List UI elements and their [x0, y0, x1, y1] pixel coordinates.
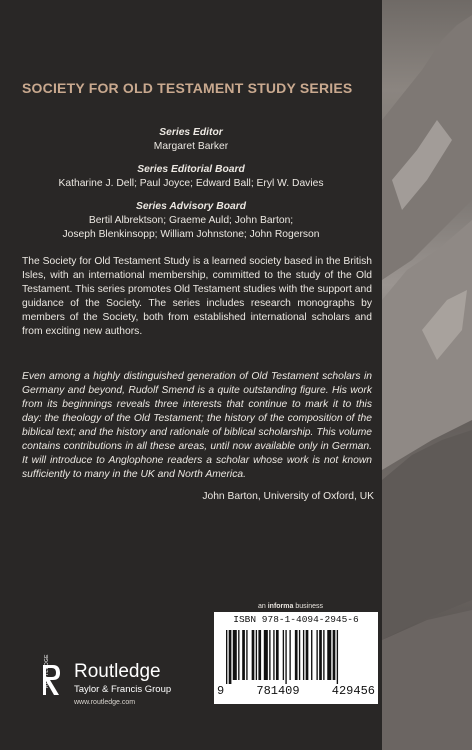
series-title: SOCIETY FOR OLD TESTAMENT STUDY SERIES [22, 80, 353, 96]
barcode-digits [217, 684, 375, 698]
isbn-text: ISBN 978-1-4094-2945-6 [233, 614, 359, 625]
informa-brand: informa [267, 603, 294, 610]
advisory-board [0, 200, 382, 242]
series-description: The Society for Old Testament Study is a learned society based in the British Isles, with an international membership, committed to the study of the Old Testament. This series promotes Old Testament studies with the support and guidance of the Society. The series includes research monographs by members of the Society, both from established international scholars and from exciting new authors. [22, 256, 372, 337]
informa-prefix: an [258, 603, 268, 610]
editorial-board-label: Series Editorial Board [137, 164, 245, 175]
series-editor [0, 126, 382, 154]
endorsement-quote: Even among a highly distinguished generation of Old Testament scholars in Germany and beyond, Rudolf Smend is a quite outstanding figure. His work from its beginnings reveals three interests that continue to mark it to this day: the theology of the Old Testament; the history of the composition of the biblical text; and the history and rationale of biblical scholarship. This volume contains contributions in all these areas, until now available only in German. It will introduce to Anglophone readers a scholar whose work is not known sufficiently to many in the UK and North America. [22, 371, 372, 480]
barcode-bars [224, 630, 370, 684]
informa-suffix: business [293, 603, 323, 610]
editorial-board-names: Katharine J. Dell; Paul Joyce; Edward Ball; Eryl W. Davies [58, 178, 324, 189]
barcode-digit-lead: 9 [217, 684, 225, 698]
editorial-board [0, 163, 382, 191]
quote-attribution: John Barton, University of Oxford, UK [202, 491, 374, 502]
barcode-digit-group-1: 781409 [256, 684, 300, 698]
series-editor-names: Margaret Barker [153, 141, 229, 152]
barcode-digit-group-2: 429456 [331, 684, 375, 698]
routledge-side-mark: ROUTLEDGE [44, 654, 50, 688]
publisher-url[interactable]: www.routledge.com [74, 699, 136, 706]
advisory-board-line-1: Bertil Albrektson; Graeme Auld; John Barton; [88, 215, 294, 226]
advisory-board-label: Series Advisory Board [135, 201, 247, 212]
publisher-name: Routledge [74, 661, 161, 682]
barcode [214, 612, 378, 704]
series-editor-label: Series Editor [159, 127, 223, 138]
publisher-group: Taylor & Francis Group [74, 684, 172, 695]
informa-business-line [258, 603, 323, 610]
mountain-photo [382, 0, 472, 750]
advisory-board-line-2: Joseph Blenkinsopp; William Johnstone; John Rogerson [62, 229, 320, 240]
